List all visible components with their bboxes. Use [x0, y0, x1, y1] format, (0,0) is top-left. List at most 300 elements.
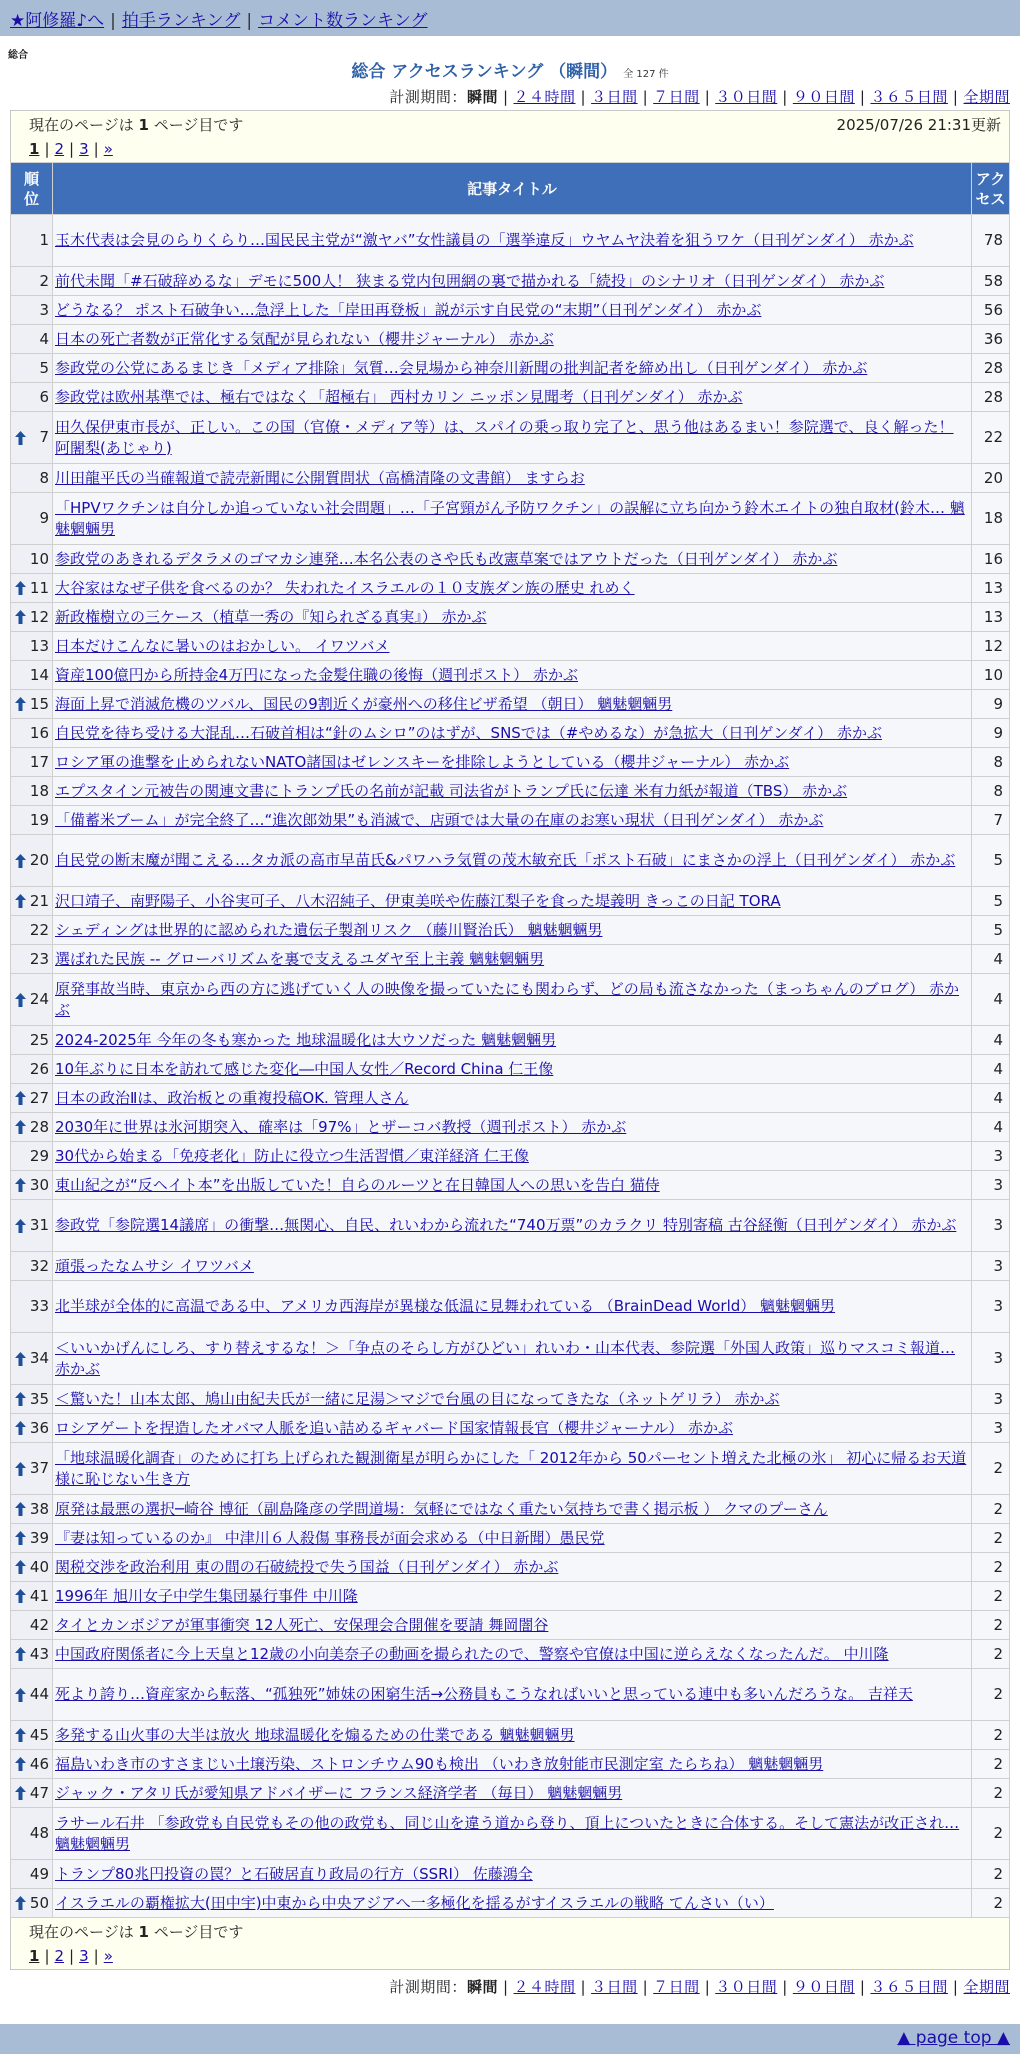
- table-row: [11, 1055, 1010, 1084]
- up-arrow-icon: [15, 1728, 26, 1742]
- rank-cell: [11, 690, 53, 719]
- period-separator: |: [859, 88, 866, 106]
- rank-number: 19: [29, 810, 49, 829]
- article-link[interactable]: 自民党を待ち受ける大混乱…石破首相は“針のムシロ”のはずが、SNSでは（#やめるな）が急拡大（日刊ゲンダイ） 赤かぶ: [55, 723, 882, 742]
- access-count: 4: [972, 974, 1010, 1026]
- current-page-info: [29, 1920, 243, 1944]
- article-link[interactable]: 福島いわき市のすさまじい土壌汚染、ストロンチウム90も検出 （いわき放射能市民測定室 たらちね） 魑魅魍魎男: [55, 1754, 824, 1773]
- period-separator: |: [859, 1978, 866, 1996]
- rank-number: 48: [29, 1824, 49, 1842]
- access-count: 9: [972, 719, 1010, 748]
- period-link[interactable]: ３６５日間: [870, 1978, 948, 1996]
- period-link[interactable]: ３０日間: [715, 88, 778, 106]
- up-arrow-icon: [15, 431, 26, 445]
- rank-number: 29: [29, 1146, 49, 1165]
- access-count: 3: [972, 1414, 1010, 1443]
- pager-bottom: [10, 1918, 1010, 1970]
- table-row: [11, 1860, 1010, 1889]
- rank-cell: [11, 1750, 53, 1779]
- rank-cell: [11, 1611, 53, 1640]
- article-link[interactable]: 海面上昇で消滅危機のツバル、国民の9割近くが豪州への移住ビザ希望 （朝日） 魑魅魍魎男: [55, 694, 673, 713]
- rank-number: 41: [29, 1586, 49, 1605]
- period-separator: |: [642, 1978, 649, 1996]
- article-link[interactable]: 多発する山火事の大半は放火 地球温暖化を煽るための仕業である 魑魅魍魎男: [55, 1725, 575, 1744]
- article-link[interactable]: 自民党の断末魔が聞こえる…タカ派の高市早苗氏&パワハラ気質の茂木敏充氏「ポスト石破」にまさかの浮上（日刊ゲンダイ） 赤かぶ: [55, 851, 956, 869]
- title-cell: [53, 412, 972, 464]
- article-link[interactable]: 大谷家はなぜ子供を食べるのか？ 失われたイスラエルの１０支族ダン族の歴史 れめく: [55, 578, 635, 597]
- rank-cell: [11, 1281, 53, 1333]
- rank-number: 10: [29, 549, 49, 568]
- table-row: [11, 603, 1010, 632]
- table-row: [11, 1171, 1010, 1200]
- rank-cell: [11, 383, 53, 412]
- page-suffix: ページ目です: [153, 116, 244, 134]
- nav-link-comment-ranking[interactable]: コメント数ランキング: [258, 11, 428, 31]
- table-row: [11, 1142, 1010, 1171]
- rank-cell: [11, 412, 53, 464]
- access-count: 3: [972, 1281, 1010, 1333]
- rank-cell: [11, 1860, 53, 1889]
- table-row: [11, 661, 1010, 690]
- rank-number: 4: [39, 329, 49, 348]
- rank-number: 11: [29, 578, 49, 597]
- rank-cell: [11, 887, 53, 916]
- rank-cell: [11, 1889, 53, 1918]
- access-count: 10: [972, 661, 1010, 690]
- table-row: [11, 945, 1010, 974]
- article-link[interactable]: 30代から始まる「免疫老化」防止に役立つ生活習慣／東洋経済 仁王像: [55, 1146, 529, 1165]
- period-link[interactable]: ９０日間: [792, 1978, 855, 1996]
- rank-cell: [11, 296, 53, 325]
- article-link[interactable]: 玉木代表は会見のらりくらり…国民民主党が“激ヤバ”女性議員の「選挙違反」ウヤムヤ決着を狙うワケ（日刊ゲンダイ） 赤かぶ: [55, 231, 914, 249]
- rank-cell: [11, 1200, 53, 1252]
- rank-number: 30: [29, 1175, 49, 1194]
- title-cell: [53, 1084, 972, 1113]
- access-count: 13: [972, 603, 1010, 632]
- title-cell: [53, 1611, 972, 1640]
- up-arrow-icon: [15, 1757, 26, 1771]
- article-link[interactable]: 参政党「参院選14議席」の衝撃…無関心、自民、れいわから流れた“740万票”のカラクリ 特別寄稿 古谷経衡（日刊ゲンダイ） 赤かぶ: [55, 1216, 957, 1234]
- table-row: [11, 383, 1010, 412]
- title-cell: [53, 945, 972, 974]
- page-top-link[interactable]: ▲ page top ▲: [897, 2028, 1010, 2048]
- title-cell: [53, 1200, 972, 1252]
- table-row: [11, 1333, 1010, 1385]
- nav-link-asyura[interactable]: ★阿修羅♪へ: [10, 11, 105, 31]
- page-link[interactable]: 3: [79, 140, 89, 158]
- title-cell: [53, 1113, 972, 1142]
- page-links: [29, 137, 1001, 161]
- title-cell: [53, 574, 972, 603]
- article-link[interactable]: 川田龍平氏の当確報道で読売新聞に公開質問状（高橋清隆の文書館） ますらお: [55, 468, 585, 487]
- table-row: [11, 1026, 1010, 1055]
- table-row: [11, 1113, 1010, 1142]
- access-count: 2: [972, 1779, 1010, 1808]
- access-count: 4: [972, 945, 1010, 974]
- top-nav-bar: [0, 0, 1020, 36]
- rank-cell: [11, 1385, 53, 1414]
- article-link[interactable]: ＜驚いた！山本太郎、鳩山由紀夫氏が一緒に足湯＞マジで台風の目になってきたな（ネットゲリラ） 赤かぶ: [55, 1389, 780, 1408]
- period-current: 瞬間: [466, 88, 498, 106]
- rank-cell: [11, 1553, 53, 1582]
- title-cell: [53, 1171, 972, 1200]
- page-suffix: ページ目です: [153, 1923, 244, 1941]
- page-separator: |: [44, 1947, 50, 1965]
- title-cell: [53, 1721, 972, 1750]
- table-row: [11, 1779, 1010, 1808]
- article-link[interactable]: ロシア軍の進撃を止められないNATO諸国はゼレンスキーを排除しようとしている（櫻井ジャーナル） 赤かぶ: [55, 752, 790, 771]
- up-arrow-icon: [15, 1502, 26, 1516]
- up-arrow-icon: [15, 1421, 26, 1435]
- title-cell: [53, 545, 972, 574]
- article-link[interactable]: 2030年に世界は氷河期突入、確率は「97%」とザーコバ教授（週刊ポスト） 赤かぶ: [55, 1117, 627, 1136]
- page-link-current: 1: [29, 140, 40, 158]
- table-row: [11, 974, 1010, 1026]
- rank-number: 32: [29, 1256, 49, 1275]
- title-cell: [53, 1414, 972, 1443]
- rank-number: 3: [39, 300, 49, 319]
- up-arrow-icon: [15, 1462, 26, 1476]
- rank-cell: [11, 603, 53, 632]
- next-page-link[interactable]: »: [103, 140, 113, 158]
- period-separator: |: [502, 1978, 509, 1996]
- rank-number: 34: [29, 1349, 49, 1367]
- next-page-link[interactable]: »: [103, 1947, 113, 1965]
- rank-cell: [11, 1808, 53, 1860]
- access-count: 13: [972, 574, 1010, 603]
- rank-cell: [11, 493, 53, 545]
- article-link[interactable]: 原発事故当時、東京から西の方に逃げていく人の映像を撮っていたにも関わらず、どの局も流さなかった（まっちゃんのブログ） 赤かぶ: [55, 979, 960, 1019]
- article-link[interactable]: 沢口靖子、南野陽子、小谷実可子、八木沼純子、伊東美咲や佐藤江梨子を食った堤義明 きっこの日記 TORA: [55, 891, 781, 910]
- title-cell: [53, 1860, 972, 1889]
- title-cell: [53, 777, 972, 806]
- table-row: [11, 748, 1010, 777]
- page-link[interactable]: 3: [79, 1947, 89, 1965]
- page-separator: |: [69, 140, 75, 158]
- up-arrow-icon: [15, 1560, 26, 1574]
- rank-number: 9: [39, 509, 49, 527]
- page-prefix: 現在のページは: [29, 116, 134, 134]
- title-cell: [53, 1142, 972, 1171]
- table-row: [11, 1252, 1010, 1281]
- title-cell: [53, 325, 972, 354]
- rank-cell: [11, 1640, 53, 1669]
- page-number: 1: [138, 1923, 149, 1941]
- article-link[interactable]: トランプ80兆円投資の罠？と石破居直り政局の行方（SSRI） 佐藤鴻全: [55, 1864, 533, 1883]
- table-row: [11, 777, 1010, 806]
- access-count: 8: [972, 748, 1010, 777]
- article-link[interactable]: どうなる？ ポスト石破争い…急浮上した「岸田再登板」説が示す自民党の“末期”（日刊ゲンダイ） 赤かぶ: [55, 300, 762, 319]
- title-cell: [53, 835, 972, 887]
- article-link[interactable]: 10年ぶりに日本を訪れて感じた変化―中国人女性／Record China 仁王像: [55, 1059, 554, 1078]
- table-row: [11, 1582, 1010, 1611]
- article-link[interactable]: ＜いいかげんにしろ、すり替えするな！＞「争点のそらし方がひどい」れいわ・山本代表、参院選「外国人政策」巡りマスコミ報道… 赤かぶ: [55, 1338, 956, 1378]
- access-count: 3: [972, 1333, 1010, 1385]
- access-count: 4: [972, 1084, 1010, 1113]
- article-link[interactable]: タイとカンボジアが軍事衝突 12人死亡、安保理会合開催を要請 舞岡闇谷: [55, 1615, 549, 1634]
- access-count: 3: [972, 1385, 1010, 1414]
- title-cell: [53, 748, 972, 777]
- period-link[interactable]: ３日間: [591, 88, 638, 106]
- up-arrow-icon: [15, 1178, 26, 1192]
- article-link[interactable]: 「地球温暖化調査」のために打ち上げられた観測衛星が明らかにした「 2012年から 50パーセント増えた北極の氷」 初心に帰るお天道様に恥じない生き方: [55, 1448, 967, 1488]
- article-link[interactable]: 頑張ったなムサシ イワツバメ: [55, 1256, 254, 1275]
- period-link[interactable]: 全期間: [963, 1978, 1010, 1996]
- article-link[interactable]: 原発は最悪の選択─崎谷 博征（副島隆彦の学問道場：気軽にではなく重たい気持ちで書く掲示板 ） クマのプーさん: [55, 1499, 828, 1518]
- page-separator: |: [93, 1947, 99, 1965]
- rank-cell: [11, 545, 53, 574]
- article-link[interactable]: 死より誇り…資産家から転落、“孤独死”姉妹の困窮生活→公務員もこうなればいいと思っている連中も多いんだろうな。 吉祥天: [55, 1685, 913, 1703]
- article-link[interactable]: 資産100億円から所持金4万円になった金髪住職の後悔（週刊ポスト） 赤かぶ: [55, 665, 578, 684]
- period-separator: |: [704, 88, 711, 106]
- table-row: [11, 267, 1010, 296]
- period-label: 計測期間：: [389, 1978, 467, 1996]
- title-cell: [53, 1055, 972, 1084]
- access-count: 28: [972, 354, 1010, 383]
- nav-link-clap-ranking[interactable]: 拍手ランキング: [121, 11, 241, 31]
- rank-number: 40: [29, 1557, 49, 1576]
- rank-number: 23: [29, 949, 49, 968]
- ranking-table: [10, 162, 1010, 1918]
- period-link[interactable]: ９０日間: [792, 88, 855, 106]
- title-cell: [53, 1026, 972, 1055]
- rank-number: 43: [29, 1644, 49, 1663]
- access-count: 18: [972, 493, 1010, 545]
- table-row: [11, 690, 1010, 719]
- page-link[interactable]: 2: [54, 1947, 65, 1965]
- period-link[interactable]: ３６５日間: [870, 88, 948, 106]
- up-arrow-icon: [15, 581, 26, 595]
- rank-number: 28: [29, 1117, 49, 1136]
- article-link[interactable]: 日本の政治Ⅱは、政治板との重複投稿OK. 管理人さん: [55, 1088, 409, 1107]
- rank-number: 22: [29, 920, 49, 939]
- rank-number: 16: [29, 723, 49, 742]
- article-link[interactable]: 新政権樹立の三ケース（植草一秀の『知られざる真実』） 赤かぶ: [55, 607, 487, 626]
- rank-cell: [11, 777, 53, 806]
- rank-cell: [11, 974, 53, 1026]
- access-count: 56: [972, 296, 1010, 325]
- table-row: [11, 1495, 1010, 1524]
- title-cell: [53, 1524, 972, 1553]
- rank-cell: [11, 267, 53, 296]
- article-link[interactable]: 前代未聞「#石破辞めるな」デモに500人！ 狭まる党内包囲網の裏で描かれる「続投」のシナリオ（日刊ゲンダイ） 赤かぶ: [55, 271, 885, 290]
- article-link[interactable]: イスラエルの覇権拡大(田中宇)中東から中央アジアへ一多極化を揺るがすイスラエルの戦略 てんさい（い）: [55, 1893, 774, 1912]
- rank-cell: [11, 1113, 53, 1142]
- table-row: [11, 545, 1010, 574]
- table-row: [11, 719, 1010, 748]
- header-access: アクセス: [972, 163, 1010, 215]
- page-separator: |: [93, 140, 99, 158]
- title-cell: [53, 603, 972, 632]
- article-link[interactable]: ラサール石井 「参政党も自民党もその他の政党も、同じ山を違う道から登り、頂上についたときに合体する。そして憲法が改正され… 魑魅魍魎男: [55, 1813, 960, 1853]
- rank-number: 31: [29, 1216, 49, 1234]
- access-count: 12: [972, 632, 1010, 661]
- rank-cell: [11, 1582, 53, 1611]
- rank-number: 13: [29, 636, 49, 655]
- table-row: [11, 1750, 1010, 1779]
- rank-cell: [11, 215, 53, 267]
- rank-number: 50: [29, 1893, 49, 1912]
- title-cell: [53, 661, 972, 690]
- article-link[interactable]: 日本の死亡者数が正常化する気配が見られない（櫻井ジャーナル） 赤かぶ: [55, 329, 554, 348]
- period-link[interactable]: ３日間: [591, 1978, 638, 1996]
- access-count: 3: [972, 1200, 1010, 1252]
- current-page-info: [29, 113, 243, 137]
- article-link[interactable]: 『妻は知っているのか』 中津川６人殺傷 事務長が面会求める（中日新聞）愚民党: [55, 1528, 605, 1547]
- rank-cell: [11, 835, 53, 887]
- article-link[interactable]: 中国政府関係者に今上天皇と12歳の小向美奈子の動画を撮られたので、警察や官僚は中国に逆らえなくなったんだ。 中川隆: [55, 1644, 889, 1663]
- rank-number: 8: [39, 468, 49, 487]
- rank-number: 6: [39, 387, 49, 406]
- rank-cell: [11, 632, 53, 661]
- rank-cell: [11, 1414, 53, 1443]
- article-link[interactable]: 1996年 旭川女子中学生集団暴行事件 中川隆: [55, 1586, 358, 1605]
- article-link[interactable]: 北半球が全体的に高温である中、アメリカ西海岸が異様な低温に見舞われている （BrainDead World） 魑魅魍魎男: [55, 1297, 836, 1315]
- rank-number: 27: [29, 1088, 49, 1107]
- rank-number: 42: [29, 1615, 49, 1634]
- title-cell: [53, 1640, 972, 1669]
- rank-number: 35: [29, 1389, 49, 1408]
- table-row: [11, 1524, 1010, 1553]
- up-arrow-icon: [15, 854, 26, 868]
- section-label: 総合: [8, 50, 28, 61]
- access-count: 22: [972, 412, 1010, 464]
- table-row: [11, 1443, 1010, 1495]
- article-link[interactable]: 「HPVワクチンは自分しか追っていない社会問題」…「子宮頸がん予防ワクチン」の誤解に立ち向かう鈴木エイトの独自取材(鈴木… 魑魅魍魎男: [55, 498, 965, 538]
- rank-number: 44: [29, 1685, 49, 1703]
- page-prefix: 現在のページは: [29, 1923, 134, 1941]
- access-count: 5: [972, 887, 1010, 916]
- up-arrow-icon: [15, 1120, 26, 1134]
- rank-cell: [11, 748, 53, 777]
- article-link[interactable]: 参政党のあきれるデタラメのゴマカシ連発…本名公表のさや氏も改憲草案ではアウトだった（日刊ゲンダイ） 赤かぶ: [55, 549, 838, 568]
- article-link[interactable]: 「備蓄米ブーム」が完全終了…“進次郎効果”も消滅で、店頭では大量の在庫のお寒い現状（日刊ゲンダイ） 赤かぶ: [55, 810, 824, 829]
- up-arrow-icon: [15, 894, 26, 908]
- rank-number: 21: [29, 891, 49, 910]
- access-count: 4: [972, 1026, 1010, 1055]
- access-count: 2: [972, 1553, 1010, 1582]
- up-arrow-icon: [15, 1647, 26, 1661]
- article-link[interactable]: エプスタイン元被告の関連文書にトランプ氏の名前が記載 司法省がトランプ氏に伝達 米有力紙が報道（TBS） 赤かぶ: [55, 781, 848, 800]
- rank-number: 26: [29, 1059, 49, 1078]
- rank-cell: [11, 1443, 53, 1495]
- rank-cell: [11, 1171, 53, 1200]
- rank-number: 25: [29, 1030, 49, 1049]
- article-link[interactable]: シェディングは世界的に認められた遺伝子製剤リスク （藤川賢治氏） 魑魅魍魎男: [55, 920, 603, 939]
- rank-cell: [11, 354, 53, 383]
- period-selector-top: [0, 84, 1020, 110]
- access-count: 28: [972, 383, 1010, 412]
- rank-cell: [11, 1055, 53, 1084]
- table-row: [11, 1084, 1010, 1113]
- up-arrow-icon: [15, 1352, 26, 1366]
- period-separator: |: [580, 1978, 587, 1996]
- article-link[interactable]: 日本だけこんなに暑いのはおかしい。 イワツバメ: [55, 636, 390, 655]
- title-cell: [53, 1252, 972, 1281]
- article-link[interactable]: 2024-2025年 今年の冬も寒かった 地球温暖化は大ウソだった 魑魅魍魎男: [55, 1030, 557, 1049]
- rank-number: 7: [39, 428, 49, 446]
- page-link[interactable]: 2: [54, 140, 65, 158]
- header-title: 記事タイトル: [53, 163, 972, 215]
- up-arrow-icon: [15, 1219, 26, 1233]
- access-count: 2: [972, 1495, 1010, 1524]
- rank-number: 14: [29, 665, 49, 684]
- article-link[interactable]: 参政党の公党にあるまじき「メディア排除」気質…会見場から神奈川新聞の批判記者を締め出し（日刊ゲンダイ） 赤かぶ: [55, 358, 868, 377]
- rank-number: 49: [29, 1864, 49, 1883]
- rank-cell: [11, 1669, 53, 1721]
- rank-cell: [11, 1721, 53, 1750]
- rank-cell: [11, 464, 53, 493]
- period-link[interactable]: ３０日間: [715, 1978, 778, 1996]
- access-count: 2: [972, 1750, 1010, 1779]
- rank-cell: [11, 325, 53, 354]
- article-link[interactable]: 東山紀之が“反ヘイト本”を出版していた！自らのルーツと在日韓国人への思いを告白 猫侍: [55, 1175, 660, 1194]
- up-arrow-icon: [15, 1688, 26, 1702]
- rank-cell: [11, 661, 53, 690]
- title-cell: [53, 632, 972, 661]
- access-count: 58: [972, 267, 1010, 296]
- period-separator: |: [580, 88, 587, 106]
- rank-number: 20: [29, 851, 49, 869]
- access-count: 4: [972, 1113, 1010, 1142]
- access-count: 2: [972, 1721, 1010, 1750]
- title-cell: [53, 493, 972, 545]
- rank-number: 24: [29, 990, 49, 1008]
- up-arrow-icon: [15, 697, 26, 711]
- table-row: [11, 1808, 1010, 1860]
- up-arrow-icon: [15, 1531, 26, 1545]
- period-link[interactable]: ２４時間: [513, 88, 576, 106]
- access-count: 8: [972, 777, 1010, 806]
- article-link[interactable]: 参政党は欧州基準では、極右ではなく「超極右」 西村カリン ニッポン見聞考（日刊ゲンダイ） 赤かぶ: [55, 387, 743, 406]
- page-link-current: 1: [29, 1947, 40, 1965]
- title-cell: [53, 215, 972, 267]
- rank-number: 1: [39, 231, 49, 249]
- rank-cell: [11, 1333, 53, 1385]
- rank-cell: [11, 1142, 53, 1171]
- period-link[interactable]: 全期間: [963, 88, 1010, 106]
- article-link[interactable]: 田久保伊東市長が、正しい。この国（官僚・メディア等）は、スパイの乗っ取り完了と、思う他はあるまい！参院選で、良く解った！ 阿闍梨(あじゃり): [55, 417, 954, 457]
- article-link[interactable]: 関税交渉を政治利用 東の間の石破続投で失う国益（日刊ゲンダイ） 赤かぶ: [55, 1557, 559, 1576]
- article-link[interactable]: ジャック・アタリ氏が愛知県アドバイザーに フランス経済学者 （毎日） 魑魅魍魎男: [55, 1783, 623, 1802]
- rank-number: 36: [29, 1418, 49, 1437]
- title-cell: [53, 1750, 972, 1779]
- article-link[interactable]: 選ばれた民族 -- グローバリズムを裏で支えるユダヤ至上主義 魑魅魍魎男: [55, 949, 545, 968]
- table-row: [11, 1721, 1010, 1750]
- title-cell: [53, 974, 972, 1026]
- period-link[interactable]: ７日間: [653, 1978, 700, 1996]
- table-row: [11, 1889, 1010, 1918]
- up-arrow-icon: [15, 1392, 26, 1406]
- title-cell: [53, 1808, 972, 1860]
- rank-number: 45: [29, 1725, 49, 1744]
- table-row: [11, 632, 1010, 661]
- access-count: 2: [972, 1443, 1010, 1495]
- article-link[interactable]: ロシアゲートを捏造したオバマ人脈を追い詰めるギャバード国家情報長官（櫻井ジャーナル） 赤かぶ: [55, 1418, 733, 1437]
- rank-number: 33: [29, 1297, 49, 1315]
- page-number: 1: [138, 116, 149, 134]
- table-row: [11, 1640, 1010, 1669]
- period-separator: |: [782, 88, 788, 106]
- access-count: 78: [972, 215, 1010, 267]
- title-cell: [53, 464, 972, 493]
- period-link[interactable]: ２４時間: [513, 1978, 576, 1996]
- period-link[interactable]: ７日間: [653, 88, 700, 106]
- table-row: [11, 887, 1010, 916]
- period-separator: |: [704, 1978, 711, 1996]
- access-count: 7: [972, 806, 1010, 835]
- table-row: [11, 574, 1010, 603]
